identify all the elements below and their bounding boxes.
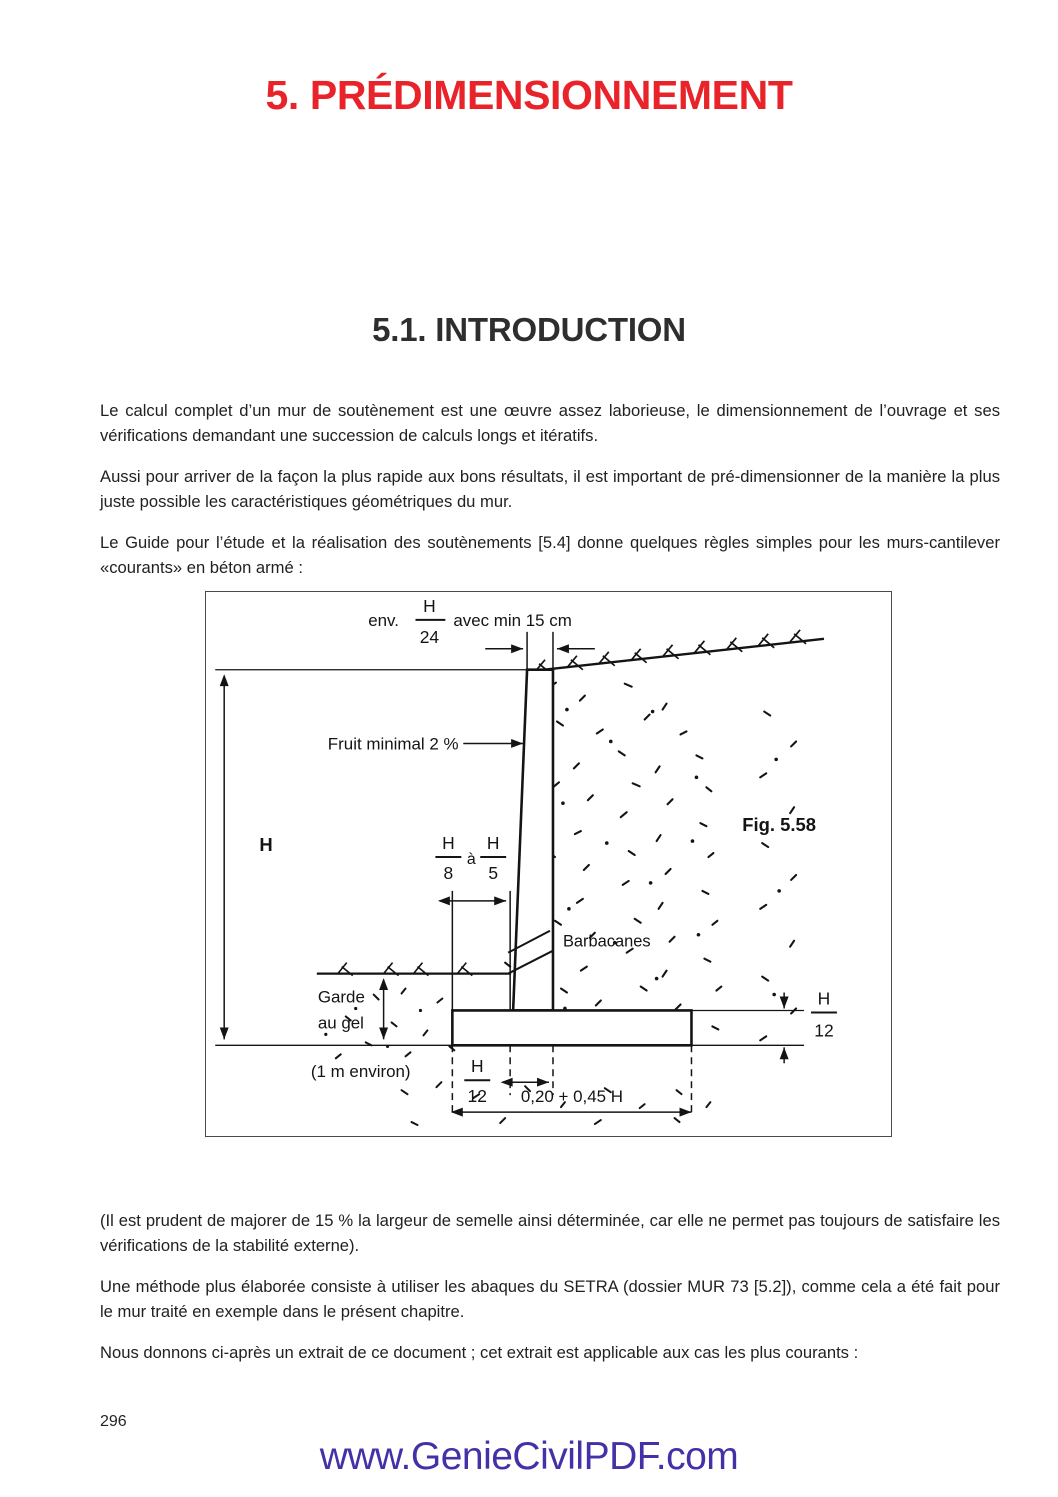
section-title: 5.1. INTRODUCTION [372,311,686,348]
label-heel-den-left: 8 [443,862,454,883]
chapter-title: 5. PRÉDIMENSIONNEMENT [265,72,793,118]
watermark-url: www.GenieCivilPDF.com [319,1435,739,1478]
label-crest-suffix: avec min 15 cm [453,610,572,630]
label-slab-numerator: H [817,988,831,1009]
paragraph-5: Une méthode plus élaborée consiste à utiliser les abaques du SETRA (dossier MUR 73 [5.2]), comme cela a été fait pour le mur traité en exemple dans le présent chapitre. [100,1277,1000,1321]
label-height-H: H [259,834,273,856]
figure-5-58 [205,591,892,1137]
label-heel-num-right: H [486,833,500,854]
dimension-heel-width [439,891,510,1011]
label-key-numerator: H [470,1056,484,1077]
label-crest-denominator: 24 [419,626,440,647]
label-heel-a: à [466,851,476,868]
paragraph-6: Nous donnons ci-après un extrait de ce document ; cet extrait est applicable aux cas les plus courants : [100,1343,859,1362]
figure-caption: Fig. 5.58 [742,814,817,836]
label-key-denominator: 12 [467,1086,487,1107]
label-slab-denominator: 12 [814,1020,834,1041]
label-crest-numerator: H [423,595,436,616]
paragraph-3: Le Guide pour l’étude et la réalisation des soutènements [5.4] donne quelques règles simples pour les murs-cantilever «courants» en béton armé : [100,533,1000,577]
label-garde-line2: au gel [317,1013,364,1033]
paragraph-4: (Il est prudent de majorer de 15 % la largeur de semelle ainsi déterminée, car elle ne permet pas toujours de satisfaire les vérifications de la stabilité externe). [100,1211,1000,1255]
paragraph-2: Aussi pour arriver de la façon la plus rapide aux bons résultats, il est important de pré-dimensionner de la manière la plus juste possible les caractéristiques géométriques du mur. [100,467,1000,511]
label-garde-note: (1 m environ) [310,1062,411,1082]
label-env: env. [368,610,399,630]
label-heel-den-right: 5 [488,862,499,883]
label-barbacanes: Barbacanes [562,932,651,951]
ground-surface [526,630,824,674]
label-garde-line1: Garde [317,987,365,1007]
label-base-width: 0,20 + 0,45 H [520,1087,623,1107]
label-heel-num-left: H [442,833,455,854]
page-number: 296 [100,1413,127,1430]
figure-drawing [206,592,891,1136]
label-fruit-minimal: Fruit minimal 2 % [327,734,459,754]
dimension-slab-thickness [691,993,804,1064]
paragraph-1: Le calcul complet d’un mur de soutènement est une œuvre assez laborieuse, le dimensionnement de l’ouvrage et ses vérifications demandant une succession de calculs longs et itératifs. [100,401,1000,445]
